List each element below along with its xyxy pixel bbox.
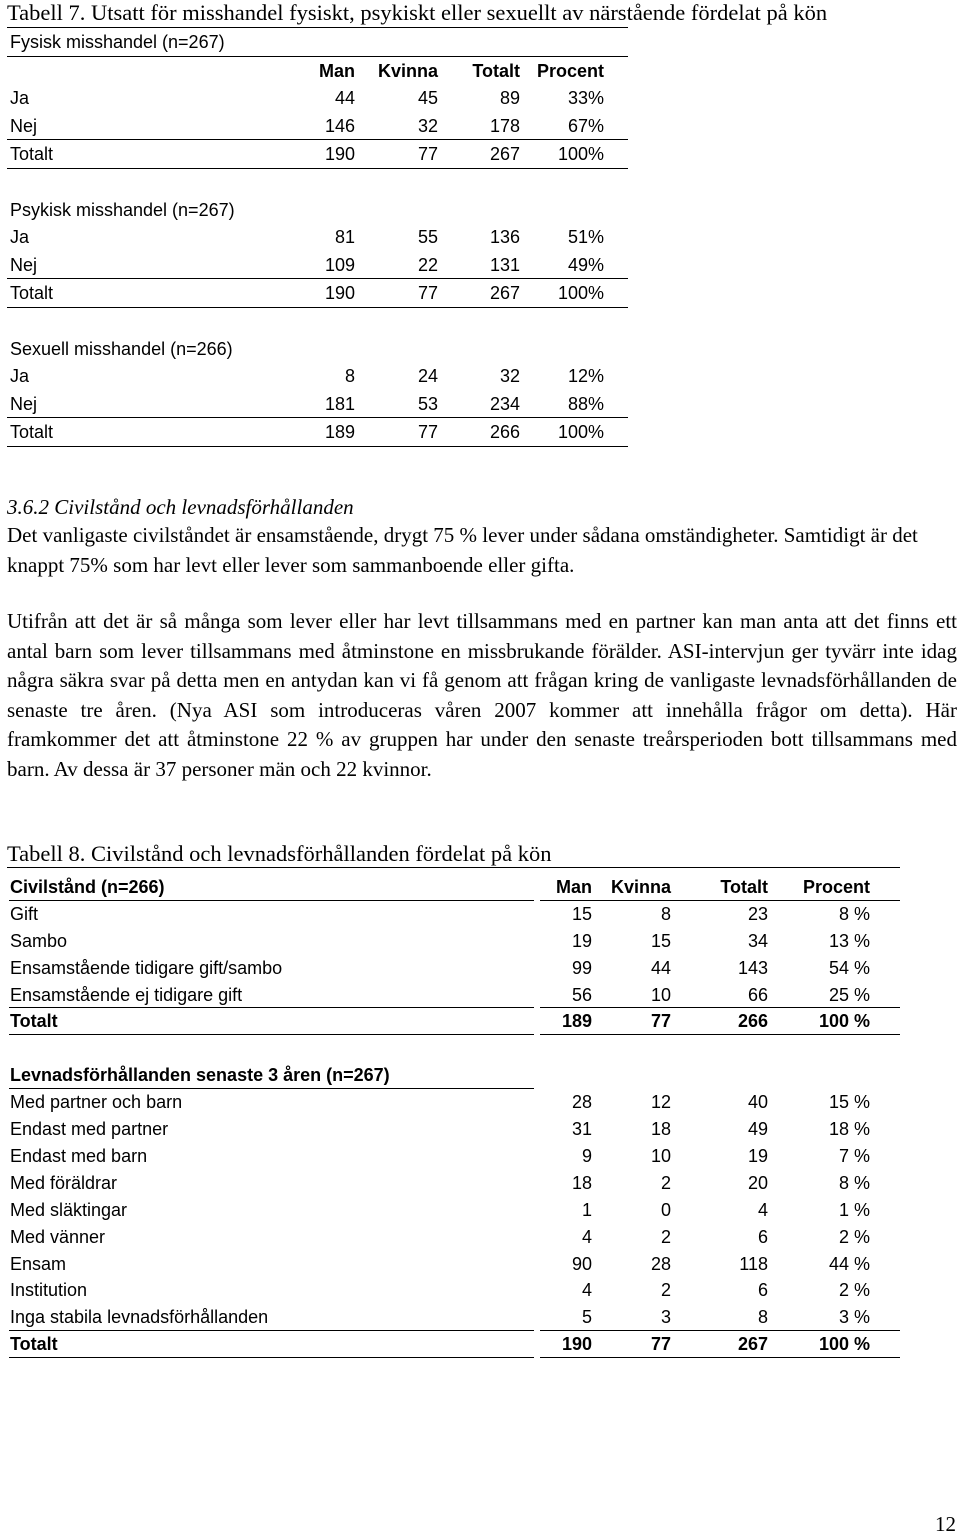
cell: 100% xyxy=(557,422,604,442)
row-label: Totalt xyxy=(10,144,54,164)
cell: 34 xyxy=(747,930,768,951)
table8-caption: Tabell 8. Civilstånd och levnadsförhållanden fördelat på kön xyxy=(7,841,552,866)
cell: 22 xyxy=(417,254,438,275)
row-label: Nej xyxy=(10,115,38,136)
table-row xyxy=(7,928,900,955)
table-row xyxy=(7,1277,900,1304)
row-label: Totalt xyxy=(10,1334,58,1355)
cell: 10 xyxy=(650,984,671,1005)
table8-section-title xyxy=(7,1062,900,1089)
table-row-total xyxy=(7,279,628,307)
cell: 90 xyxy=(571,1253,592,1274)
cell: 13 % xyxy=(828,930,870,951)
cell: 4 xyxy=(581,1226,592,1247)
table-row-total xyxy=(7,140,628,168)
table7-header-row xyxy=(7,57,628,85)
col-header-kvinna: Kvinna xyxy=(610,877,671,897)
cell: 25 % xyxy=(828,984,870,1005)
cell: 2 % xyxy=(838,1226,870,1247)
table-row-total xyxy=(7,1008,900,1035)
row-label: Sambo xyxy=(10,930,68,951)
col-header-totalt: Totalt xyxy=(472,60,520,81)
cell: 266 xyxy=(737,1011,768,1032)
row-label: Inga stabila levnadsförhållanden xyxy=(10,1307,269,1328)
row-label: Totalt xyxy=(10,283,54,303)
cell: 6 xyxy=(757,1226,768,1247)
cell: 77 xyxy=(650,1011,671,1032)
cell: 24 xyxy=(417,366,438,386)
cell: 28 xyxy=(571,1092,592,1113)
row-label: Nej xyxy=(10,254,38,275)
row-label: Institution xyxy=(10,1280,88,1301)
cell: 5 xyxy=(581,1307,592,1328)
col-header-procent: Procent xyxy=(802,877,870,897)
cell: 12% xyxy=(567,366,604,386)
cell: 77 xyxy=(417,144,438,164)
section-title-text: Fysisk misshandel (n=267) xyxy=(10,32,225,52)
table-row xyxy=(7,1304,900,1331)
cell: 12 xyxy=(650,1092,671,1113)
cell: 15 xyxy=(571,903,592,924)
cell: 51% xyxy=(567,227,604,247)
row-label: Ja xyxy=(10,366,30,386)
cell: 31 xyxy=(571,1119,592,1140)
cell: 19 xyxy=(747,1146,768,1167)
cell: 18 xyxy=(650,1119,671,1140)
cell: 100 % xyxy=(818,1011,870,1032)
cell: 99 xyxy=(571,957,592,978)
section-title-text: Civilstånd (n=266) xyxy=(10,877,165,897)
cell: 146 xyxy=(324,115,355,136)
cell: 33% xyxy=(567,88,604,108)
row-label: Ensamstående tidigare gift/sambo xyxy=(10,957,283,978)
cell: 20 xyxy=(747,1172,768,1193)
cell: 100 % xyxy=(818,1334,870,1355)
cell: 118 xyxy=(739,1253,768,1274)
table-row xyxy=(7,901,900,928)
cell: 131 xyxy=(489,254,520,275)
cell: 234 xyxy=(489,393,520,414)
cell: 190 xyxy=(324,283,355,303)
row-label: Totalt xyxy=(10,1011,58,1032)
paragraph: Utifrån att det är så många som lever eller har levt tillsammans med en partner kan man anta att det finns ett antal barn som lever tillsammans med åtminstone en missbrukande förälder. ASI-intervjun ger tyvärr inte idag några säkra svar på detta men en antydan kan vi få genom att frågan kring de vanligaste levnadsförhållanden de senaste tre åren. (Nya ASI som introduceras våren 2007 kommer att innehålla frågor om detta). Här framkommer det att åtminstone 22 % av gruppen har under den senaste treårsperioden bott tillsammans med barn. Av dessa är 37 personer män och 22 kvinnor. xyxy=(7,609,957,781)
table8 xyxy=(7,874,900,1358)
cell: 55 xyxy=(417,227,438,247)
cell: 266 xyxy=(489,422,520,442)
row-label: Med vänner xyxy=(10,1226,106,1247)
table-row xyxy=(7,1089,900,1116)
table-row xyxy=(7,1116,900,1143)
col-header-kvinna: Kvinna xyxy=(377,60,438,81)
cell: 81 xyxy=(334,227,355,247)
table7-section-title xyxy=(7,28,628,56)
cell: 44 % xyxy=(828,1253,870,1274)
table-row xyxy=(7,390,628,418)
col-header-totalt: Totalt xyxy=(720,877,768,897)
cell: 1 % xyxy=(838,1199,870,1220)
cell: 89 xyxy=(499,88,520,108)
row-label: Ja xyxy=(10,88,30,108)
cell: 2 xyxy=(660,1280,671,1301)
cell: 32 xyxy=(417,115,438,136)
cell: 100% xyxy=(557,144,604,164)
cell: 44 xyxy=(650,957,671,978)
cell: 3 % xyxy=(838,1307,870,1328)
table8-header-row xyxy=(7,874,900,901)
cell: 23 xyxy=(747,903,768,924)
cell: 189 xyxy=(324,422,355,442)
cell: 190 xyxy=(561,1334,592,1355)
cell: 190 xyxy=(324,144,355,164)
page-number: 12 xyxy=(935,1512,956,1536)
table-row xyxy=(7,112,628,140)
cell: 136 xyxy=(489,227,520,247)
cell: 267 xyxy=(489,283,520,303)
cell: 53 xyxy=(417,393,438,414)
cell: 2 xyxy=(660,1226,671,1247)
cell: 8 xyxy=(757,1307,768,1328)
cell: 66 xyxy=(747,984,768,1005)
cell: 2 xyxy=(660,1172,671,1193)
cell: 28 xyxy=(650,1253,671,1274)
cell: 7 % xyxy=(838,1146,870,1167)
cell: 1 xyxy=(581,1199,592,1220)
table-row xyxy=(7,1224,900,1251)
section-title-text: Psykisk misshandel (n=267) xyxy=(10,199,235,220)
table-row xyxy=(7,223,628,251)
table-row xyxy=(7,982,900,1009)
cell: 77 xyxy=(417,283,438,303)
cell: 181 xyxy=(324,393,355,414)
cell: 32 xyxy=(499,366,520,386)
table-row xyxy=(7,84,628,112)
cell: 10 xyxy=(650,1146,671,1167)
cell: 178 xyxy=(489,115,520,136)
cell: 3 xyxy=(660,1307,671,1328)
cell: 49% xyxy=(567,254,604,275)
section-heading: 3.6.2 Civilstånd och levnadsförhållanden xyxy=(7,495,354,519)
table7-section-title xyxy=(7,196,628,224)
table7-caption: Tabell 7. Utsatt för misshandel fysiskt, psykiskt eller sexuellt av närstående fördelat på kön xyxy=(7,0,828,25)
col-header-procent: Procent xyxy=(536,60,604,81)
cell: 0 xyxy=(660,1199,671,1220)
cell: 18 % xyxy=(828,1119,870,1140)
row-label: Nej xyxy=(10,393,38,414)
table7-section-title xyxy=(7,335,628,363)
col-header-man: Man xyxy=(319,60,355,81)
cell: 4 xyxy=(757,1199,768,1220)
cell: 8 % xyxy=(838,903,870,924)
section-title-text: Levnadsförhållanden senaste 3 åren (n=267) xyxy=(10,1065,390,1086)
cell: 8 xyxy=(660,903,671,924)
cell: 267 xyxy=(737,1334,768,1355)
table-row xyxy=(7,362,628,390)
cell: 109 xyxy=(324,254,355,275)
cell: 44 xyxy=(334,88,355,108)
row-label: Endast med barn xyxy=(10,1146,148,1167)
row-label: Gift xyxy=(10,903,39,924)
row-label: Med föräldrar xyxy=(10,1172,118,1193)
table7 xyxy=(7,27,628,447)
cell: 19 xyxy=(571,930,592,951)
cell: 9 xyxy=(581,1146,592,1167)
row-label: Ensam xyxy=(10,1253,67,1274)
cell: 4 xyxy=(581,1280,592,1301)
table8-top-rule xyxy=(7,867,900,868)
cell: 49 xyxy=(747,1119,768,1140)
cell: 56 xyxy=(571,984,592,1005)
cell: 15 xyxy=(650,930,671,951)
row-label: Med släktingar xyxy=(10,1199,128,1220)
cell: 77 xyxy=(650,1334,671,1355)
table-row xyxy=(7,1251,900,1278)
table-row xyxy=(7,1170,900,1197)
cell: 8 xyxy=(344,366,355,386)
paragraph: Det vanligaste civilståndet är ensamstående, drygt 75 % lever under sådana omständigheter. Samtidigt är det knappt 75% som har levt eller lever som sammanboende eller gifta. xyxy=(7,523,918,577)
cell: 100% xyxy=(557,283,604,303)
table-row xyxy=(7,1197,900,1224)
table-row xyxy=(7,251,628,279)
cell: 54 % xyxy=(828,957,870,978)
row-label: Endast med partner xyxy=(10,1119,169,1140)
cell: 143 xyxy=(737,957,768,978)
cell: 189 xyxy=(561,1011,592,1032)
cell: 88% xyxy=(567,393,604,414)
section-title-text: Sexuell misshandel (n=266) xyxy=(10,338,233,359)
table-row-total xyxy=(7,418,628,446)
table-row xyxy=(7,1143,900,1170)
row-label: Ja xyxy=(10,227,30,247)
cell: 2 % xyxy=(838,1280,870,1301)
cell: 45 xyxy=(417,88,438,108)
cell: 8 % xyxy=(838,1172,870,1193)
cell: 77 xyxy=(417,422,438,442)
cell: 18 xyxy=(571,1172,592,1193)
cell: 6 xyxy=(757,1280,768,1301)
cell: 15 % xyxy=(828,1092,870,1113)
cell: 40 xyxy=(747,1092,768,1113)
col-header-man: Man xyxy=(556,877,592,897)
row-label: Totalt xyxy=(10,422,54,442)
row-label: Ensamstående ej tidigare gift xyxy=(10,984,243,1005)
table-row xyxy=(7,955,900,982)
row-label: Med partner och barn xyxy=(10,1092,183,1113)
cell: 67% xyxy=(567,115,604,136)
cell: 267 xyxy=(489,144,520,164)
table-row-total xyxy=(7,1331,900,1358)
table7-bottom-rule xyxy=(7,446,628,447)
